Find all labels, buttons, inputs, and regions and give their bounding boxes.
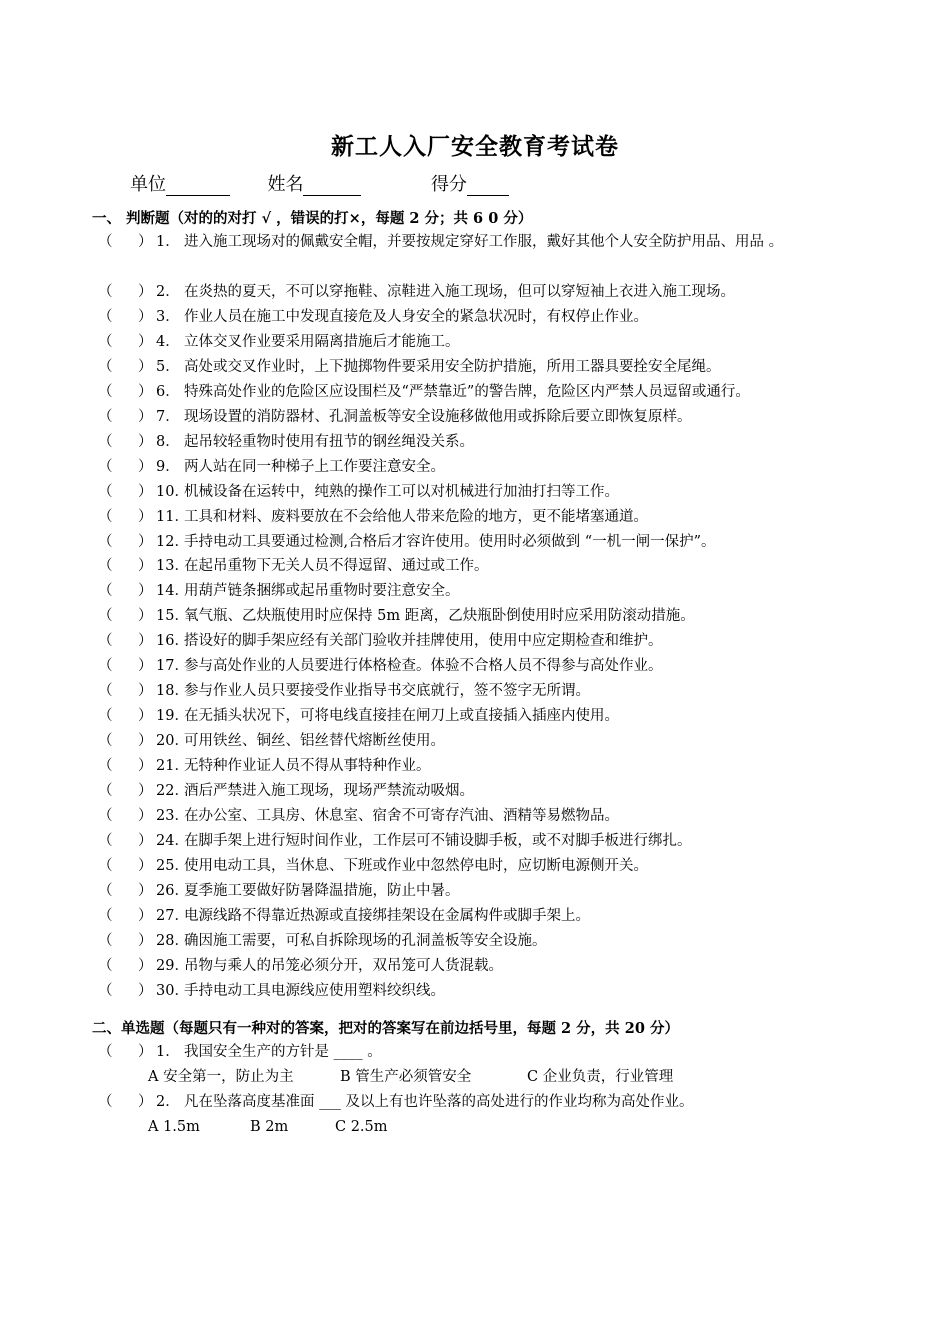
- judgement-question: [98, 532, 716, 552]
- answer-bracket-close: ）: [138, 633, 153, 650]
- choice-option[interactable]: B 2m: [250, 1119, 289, 1135]
- question-text: 高处或交叉作业时，上下抛掷物件要采用安全防护措施，所用工器具要拴安全尾绳。: [184, 358, 721, 375]
- answer-bracket-close: ）: [138, 333, 153, 350]
- question-number: 10．: [156, 483, 189, 500]
- name-blank[interactable]: [303, 177, 361, 196]
- question-number: 25．: [156, 857, 189, 874]
- choice-option[interactable]: A 安全第一，防止为主: [148, 1069, 294, 1085]
- question-number: 4．: [156, 333, 180, 350]
- answer-bracket-close: ）: [138, 982, 153, 999]
- question-number: 22．: [156, 783, 189, 799]
- question-number: 19．: [156, 708, 189, 725]
- answer-bracket-close: ）: [138, 1094, 153, 1110]
- answer-bracket-close: ）: [138, 533, 153, 550]
- answer-bracket-close: ）: [138, 683, 153, 700]
- answer-bracket[interactable]: （: [98, 807, 113, 824]
- judgement-question: [98, 731, 445, 751]
- judgement-question: [98, 332, 460, 352]
- question-number: 18．: [156, 683, 189, 700]
- answer-bracket-close: ）: [138, 284, 153, 300]
- question-text: 参与高处作业的人员要进行体格检查。体验不合格人员不得参与高处作业。: [184, 658, 663, 675]
- question-text: 无特种作业证人员不得从事特种作业。: [184, 758, 431, 775]
- question-number: 13．: [156, 558, 189, 575]
- answer-bracket-close: ）: [138, 907, 153, 924]
- answer-bracket[interactable]: （: [98, 508, 113, 525]
- judgement-question: [98, 457, 445, 477]
- question-number: 11．: [156, 508, 189, 525]
- question-text: 酒后严禁进入施工现场，现场严禁流动吸烟。: [184, 783, 474, 799]
- answer-bracket[interactable]: （: [98, 882, 113, 899]
- answer-bracket-close: ）: [138, 882, 153, 899]
- question-text: 在无插头状况下，可将电线直接挂在闸刀上或直接插入插座内使用。: [184, 708, 619, 725]
- answer-bracket[interactable]: （: [98, 982, 113, 999]
- question-text: 氧气瓶、乙炔瓶使用时应保持 5m 距离，乙炔瓶卧倒使用时应采用防滚动措施。: [184, 608, 695, 625]
- answer-bracket-close: ）: [138, 857, 153, 874]
- question-text: 两人站在同一种梯子上工作要注意安全。: [184, 458, 445, 475]
- answer-bracket[interactable]: （: [98, 358, 113, 375]
- answer-bracket-close: ）: [138, 608, 153, 625]
- judgement-question: [98, 282, 735, 302]
- judgement-question: [98, 856, 648, 876]
- question-number: 21．: [156, 758, 189, 775]
- question-number: 23．: [156, 807, 189, 824]
- question-number: 24．: [156, 832, 189, 849]
- answer-bracket-close: ）: [138, 708, 153, 725]
- answer-bracket-close: ）: [138, 433, 153, 450]
- question-text: 在脚手架上进行短时间作业，工作层可不铺设脚手板，或不对脚手板进行绑扎。: [184, 832, 692, 849]
- choice-question: [98, 1042, 382, 1062]
- answer-bracket[interactable]: （: [98, 633, 113, 650]
- judgement-question: [98, 681, 590, 701]
- answer-bracket[interactable]: （: [98, 907, 113, 924]
- question-number: 7．: [156, 408, 180, 425]
- answer-bracket[interactable]: （: [98, 608, 113, 625]
- question-text: 我国安全生产的方针是 ____ 。: [184, 1044, 382, 1060]
- answer-bracket-close: ）: [138, 832, 153, 849]
- answer-bracket-close: ）: [138, 758, 153, 775]
- question-number: 30．: [156, 982, 189, 999]
- score-label: 得分: [430, 174, 467, 195]
- answer-bracket[interactable]: （: [98, 558, 113, 575]
- question-number: 2．: [156, 284, 180, 300]
- answer-bracket[interactable]: （: [98, 758, 113, 775]
- question-text: 作业人员在施工中发现直接危及人身安全的紧急状况时，有权停止作业。: [184, 308, 648, 325]
- question-number: 6．: [156, 383, 180, 400]
- answer-bracket-close: ）: [138, 383, 153, 400]
- question-number: 9．: [156, 458, 180, 475]
- question-text: 搭设好的脚手架应经有关部门验收并挂牌使用，使用中应定期检查和维护。: [184, 633, 663, 650]
- question-text: 吊物与乘人的吊笼必须分开，双吊笼可人货混载。: [184, 957, 503, 974]
- question-number: 1．: [156, 234, 180, 250]
- answer-bracket[interactable]: （: [98, 234, 113, 250]
- judgement-question: [98, 432, 474, 452]
- judgement-question: [98, 981, 445, 1001]
- answer-bracket[interactable]: （: [98, 284, 113, 300]
- answer-bracket-close: ）: [138, 1044, 153, 1060]
- choice-option[interactable]: A 1.5m: [148, 1119, 200, 1135]
- answer-bracket-close: ）: [138, 932, 153, 949]
- question-number: 28．: [156, 932, 189, 949]
- question-text: 特殊高处作业的危险区应设围栏及“严禁靠近”的警告牌，危险区内严禁人员逗留或通行。: [184, 383, 750, 400]
- page-title: 新工人入厂安全教育考试卷: [331, 133, 619, 160]
- answer-bracket[interactable]: （: [98, 333, 113, 350]
- question-text: 夏季施工要做好防暑降温措施，防止中暑。: [184, 882, 460, 899]
- answer-bracket-close: ）: [138, 408, 153, 425]
- choice-option[interactable]: C 2.5m: [335, 1119, 388, 1135]
- judgement-question: [98, 906, 590, 926]
- question-number: 20．: [156, 733, 189, 750]
- answer-bracket[interactable]: （: [98, 683, 113, 700]
- question-text: 立体交叉作业要采用隔离措施后才能施工。: [184, 333, 460, 350]
- question-number: 12．: [156, 533, 189, 550]
- question-text: 可用铁丝、铜丝、铝丝替代熔断丝使用。: [184, 733, 445, 750]
- answer-bracket[interactable]: （: [98, 408, 113, 425]
- judgement-question: [98, 307, 648, 327]
- answer-bracket-close: ）: [138, 957, 153, 974]
- judgement-question: [98, 956, 503, 976]
- answer-bracket[interactable]: （: [98, 708, 113, 725]
- question-text: 确因施工需要，可私自拆除现场的孔洞盖板等安全设施。: [184, 932, 547, 949]
- question-text: 工具和材料、废料要放在不会给他人带来危险的地方，更不能堵塞通道。: [184, 508, 648, 525]
- question-number: 16．: [156, 633, 189, 650]
- question-text: 在起吊重物下无关人员不得逗留、通过或工作。: [184, 558, 489, 575]
- answer-bracket[interactable]: （: [98, 857, 113, 874]
- judgement-question: [98, 581, 460, 601]
- answer-bracket[interactable]: （: [98, 1094, 113, 1110]
- question-text: 用葫芦链条捆绑或起吊重物时要注意安全。: [184, 583, 460, 600]
- question-text: 参与作业人员只要接受作业指导书交底就行，签不签字无所谓。: [184, 683, 590, 700]
- answer-bracket[interactable]: （: [98, 433, 113, 450]
- question-text: 机械设备在运转中，纯熟的操作工可以对机械进行加油打扫等工作。: [184, 483, 619, 500]
- question-number: 1．: [156, 1044, 180, 1060]
- judgement-question: [98, 806, 619, 826]
- answer-bracket-close: ）: [138, 358, 153, 375]
- unit-label: 单位: [130, 174, 166, 195]
- answer-bracket[interactable]: （: [98, 832, 113, 849]
- question-text: 凡在坠落高度基准面 ___ 及以上有也许坠落的高处进行的作业均称为高处作业。: [184, 1094, 694, 1110]
- answer-bracket-close: ）: [138, 733, 153, 750]
- question-number: 5．: [156, 358, 180, 375]
- answer-bracket[interactable]: （: [98, 733, 113, 750]
- score-blank[interactable]: [467, 177, 509, 196]
- judgement-question: [98, 606, 695, 626]
- judgement-question: [98, 831, 692, 851]
- question-number: 15．: [156, 608, 189, 625]
- judgement-question: [98, 556, 489, 576]
- judgement-question: [98, 706, 619, 726]
- unit-blank[interactable]: [166, 177, 230, 196]
- question-number: 17．: [156, 658, 189, 675]
- answer-bracket-close: ）: [138, 807, 153, 824]
- answer-bracket-close: ）: [138, 483, 153, 500]
- answer-bracket[interactable]: （: [98, 308, 113, 325]
- section2-heading: 二、单选题（每题只有一种对的答案，把对的答案写在前边括号里，每题 2 分，共 20 分）: [92, 1020, 679, 1037]
- question-text: 进入施工现场对的佩戴安全帽，并要按规定穿好工作服，戴好其他个人安全防护用品、用品 。: [184, 234, 784, 250]
- answer-bracket[interactable]: （: [98, 783, 113, 799]
- judgement-question: [98, 407, 692, 427]
- question-text: 使用电动工具，当休息、下班或作业中忽然停电时，应切断电源侧开关。: [184, 857, 648, 874]
- choice-question: [98, 1092, 693, 1112]
- question-text: 现场设置的消防器材、孔洞盖板等安全设施移做他用或拆除后要立即恢复原样。: [184, 408, 692, 425]
- question-text: 在办公室、工具房、休息室、宿舍不可寄存汽油、酒精等易燃物品。: [184, 807, 619, 824]
- question-number: 8．: [156, 433, 180, 450]
- judgement-question: [98, 382, 750, 402]
- question-number: 14．: [156, 583, 189, 600]
- question-number: 29．: [156, 957, 189, 974]
- answer-bracket[interactable]: （: [98, 957, 113, 974]
- info-row: [130, 170, 509, 196]
- answer-bracket-close: ）: [138, 583, 153, 600]
- question-text: 电源线路不得靠近热源或直接绑挂架设在金属构件或脚手架上。: [184, 907, 590, 924]
- question-number: 27．: [156, 907, 189, 924]
- judgement-question: [98, 482, 619, 502]
- judgement-question: [98, 631, 663, 651]
- answer-bracket-close: ）: [138, 658, 153, 675]
- answer-bracket-close: ）: [138, 458, 153, 475]
- answer-bracket[interactable]: （: [98, 458, 113, 475]
- judgement-question: [98, 881, 460, 901]
- answer-bracket-close: ）: [138, 308, 153, 325]
- question-text: 起吊较轻重物时使用有扭节的钢丝绳没关系。: [184, 433, 474, 450]
- section1-heading: 一、 判断题（对的的对打 √ ，错误的打×，每题 2 分；共 6 0 分）: [92, 210, 533, 227]
- judgement-question: [98, 357, 721, 377]
- question-number: 2．: [156, 1094, 180, 1110]
- judgement-question: [98, 756, 431, 776]
- question-text: 在炎热的夏天，不可以穿拖鞋、凉鞋进入施工现场，但可以穿短袖上衣进入施工现场。: [184, 284, 735, 300]
- choice-option[interactable]: B 管生产必须管安全: [340, 1069, 472, 1085]
- answer-bracket[interactable]: （: [98, 932, 113, 949]
- answer-bracket-close: ）: [138, 234, 153, 250]
- question-text: 手持电动工具电源线应使用塑料绞织线。: [184, 982, 445, 999]
- answer-bracket[interactable]: （: [98, 583, 113, 600]
- judgement-question: [98, 232, 783, 252]
- name-label: 姓名: [267, 174, 304, 195]
- answer-bracket-close: ）: [138, 558, 153, 575]
- answer-bracket-close: ）: [138, 508, 153, 525]
- answer-bracket-close: ）: [138, 783, 153, 799]
- judgement-question: [98, 656, 663, 676]
- answer-bracket[interactable]: （: [98, 533, 113, 550]
- question-text: 手持电动工具要通过检测,合格后才容许使用。使用时必须做到 “一机一闸一保护”。: [184, 533, 716, 550]
- question-number: 3．: [156, 308, 180, 325]
- judgement-question: [98, 507, 648, 527]
- choice-option[interactable]: C 企业负责，行业管理: [527, 1069, 674, 1085]
- answer-bracket[interactable]: （: [98, 483, 113, 500]
- judgement-question: [98, 781, 474, 801]
- judgement-question: [98, 931, 547, 951]
- answer-bracket[interactable]: （: [98, 383, 113, 400]
- question-number: 26．: [156, 882, 189, 899]
- answer-bracket[interactable]: （: [98, 1044, 113, 1060]
- answer-bracket[interactable]: （: [98, 658, 113, 675]
